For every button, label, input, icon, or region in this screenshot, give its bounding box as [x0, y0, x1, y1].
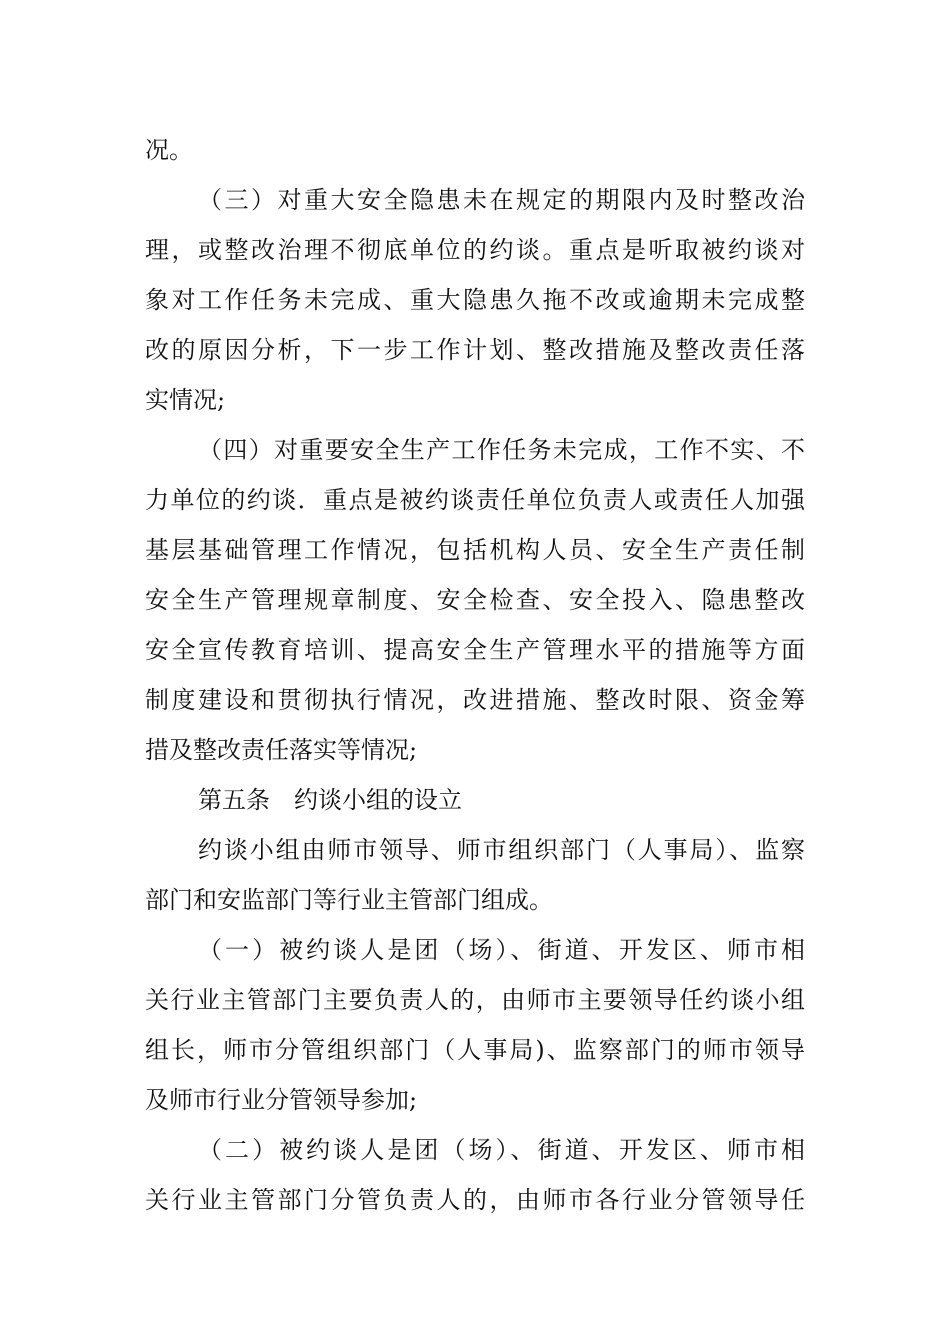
text-line: （二）被约谈人是团（场）、街道、开发区、师市相 [198, 1136, 805, 1164]
text-line: 改的原因分析，下一步工作计划、整改措施及整改责任落 [145, 336, 805, 364]
text-line: （四）对重要安全生产工作任务未完成，工作不实、不 [198, 436, 805, 464]
text-line: 措及整改责任落实等情况; [145, 736, 418, 764]
text-line: 及师市行业分管领导参加; [145, 1086, 418, 1114]
text-line: 约谈小组由师市领导、师市组织部门（人事局）、监察 [198, 836, 805, 864]
text-line: 力单位的约谈．重点是被约谈责任单位负责人或责任人加强 [145, 486, 805, 514]
text-line: 关行业主管部门主要负责人的，由师市主要领导任约谈小组 [145, 986, 805, 1014]
text-line: 关行业主管部门分管负责人的，由师市各行业分管领导任 [145, 1186, 805, 1214]
text-line: （一）被约谈人是团（场）、街道、开发区、师市相 [198, 936, 805, 964]
text-line: 部门和安监部门等行业主管部门组成。 [145, 886, 553, 914]
text-line: 况。 [145, 136, 193, 164]
text-line: 安全生产管理规章制度、安全检查、安全投入、隐患整改 [145, 586, 805, 614]
text-line: 实情况; [145, 386, 226, 414]
section-heading: 第五条 约谈小组的设立 [198, 786, 462, 814]
text-line: 理，或整改治理不彻底单位的约谈。重点是听取被约谈对 [145, 236, 805, 264]
text-line: 制度建设和贯彻执行情况，改进措施、整改时限、资金筹 [145, 686, 805, 714]
text-line: 安全宣传教育培训、提高安全生产管理水平的措施等方面 [145, 636, 805, 664]
text-line: 基层基础管理工作情况，包括机构人员、安全生产责任制 [145, 536, 805, 564]
text-line: 象对工作任务未完成、重大隐患久拖不改或逾期未完成整 [145, 286, 805, 314]
text-line: 组长，师市分管组织部门（人事局)、监察部门的师市领导 [145, 1036, 805, 1064]
text-line: （三）对重大安全隐患未在规定的期限内及时整改治 [198, 186, 805, 214]
